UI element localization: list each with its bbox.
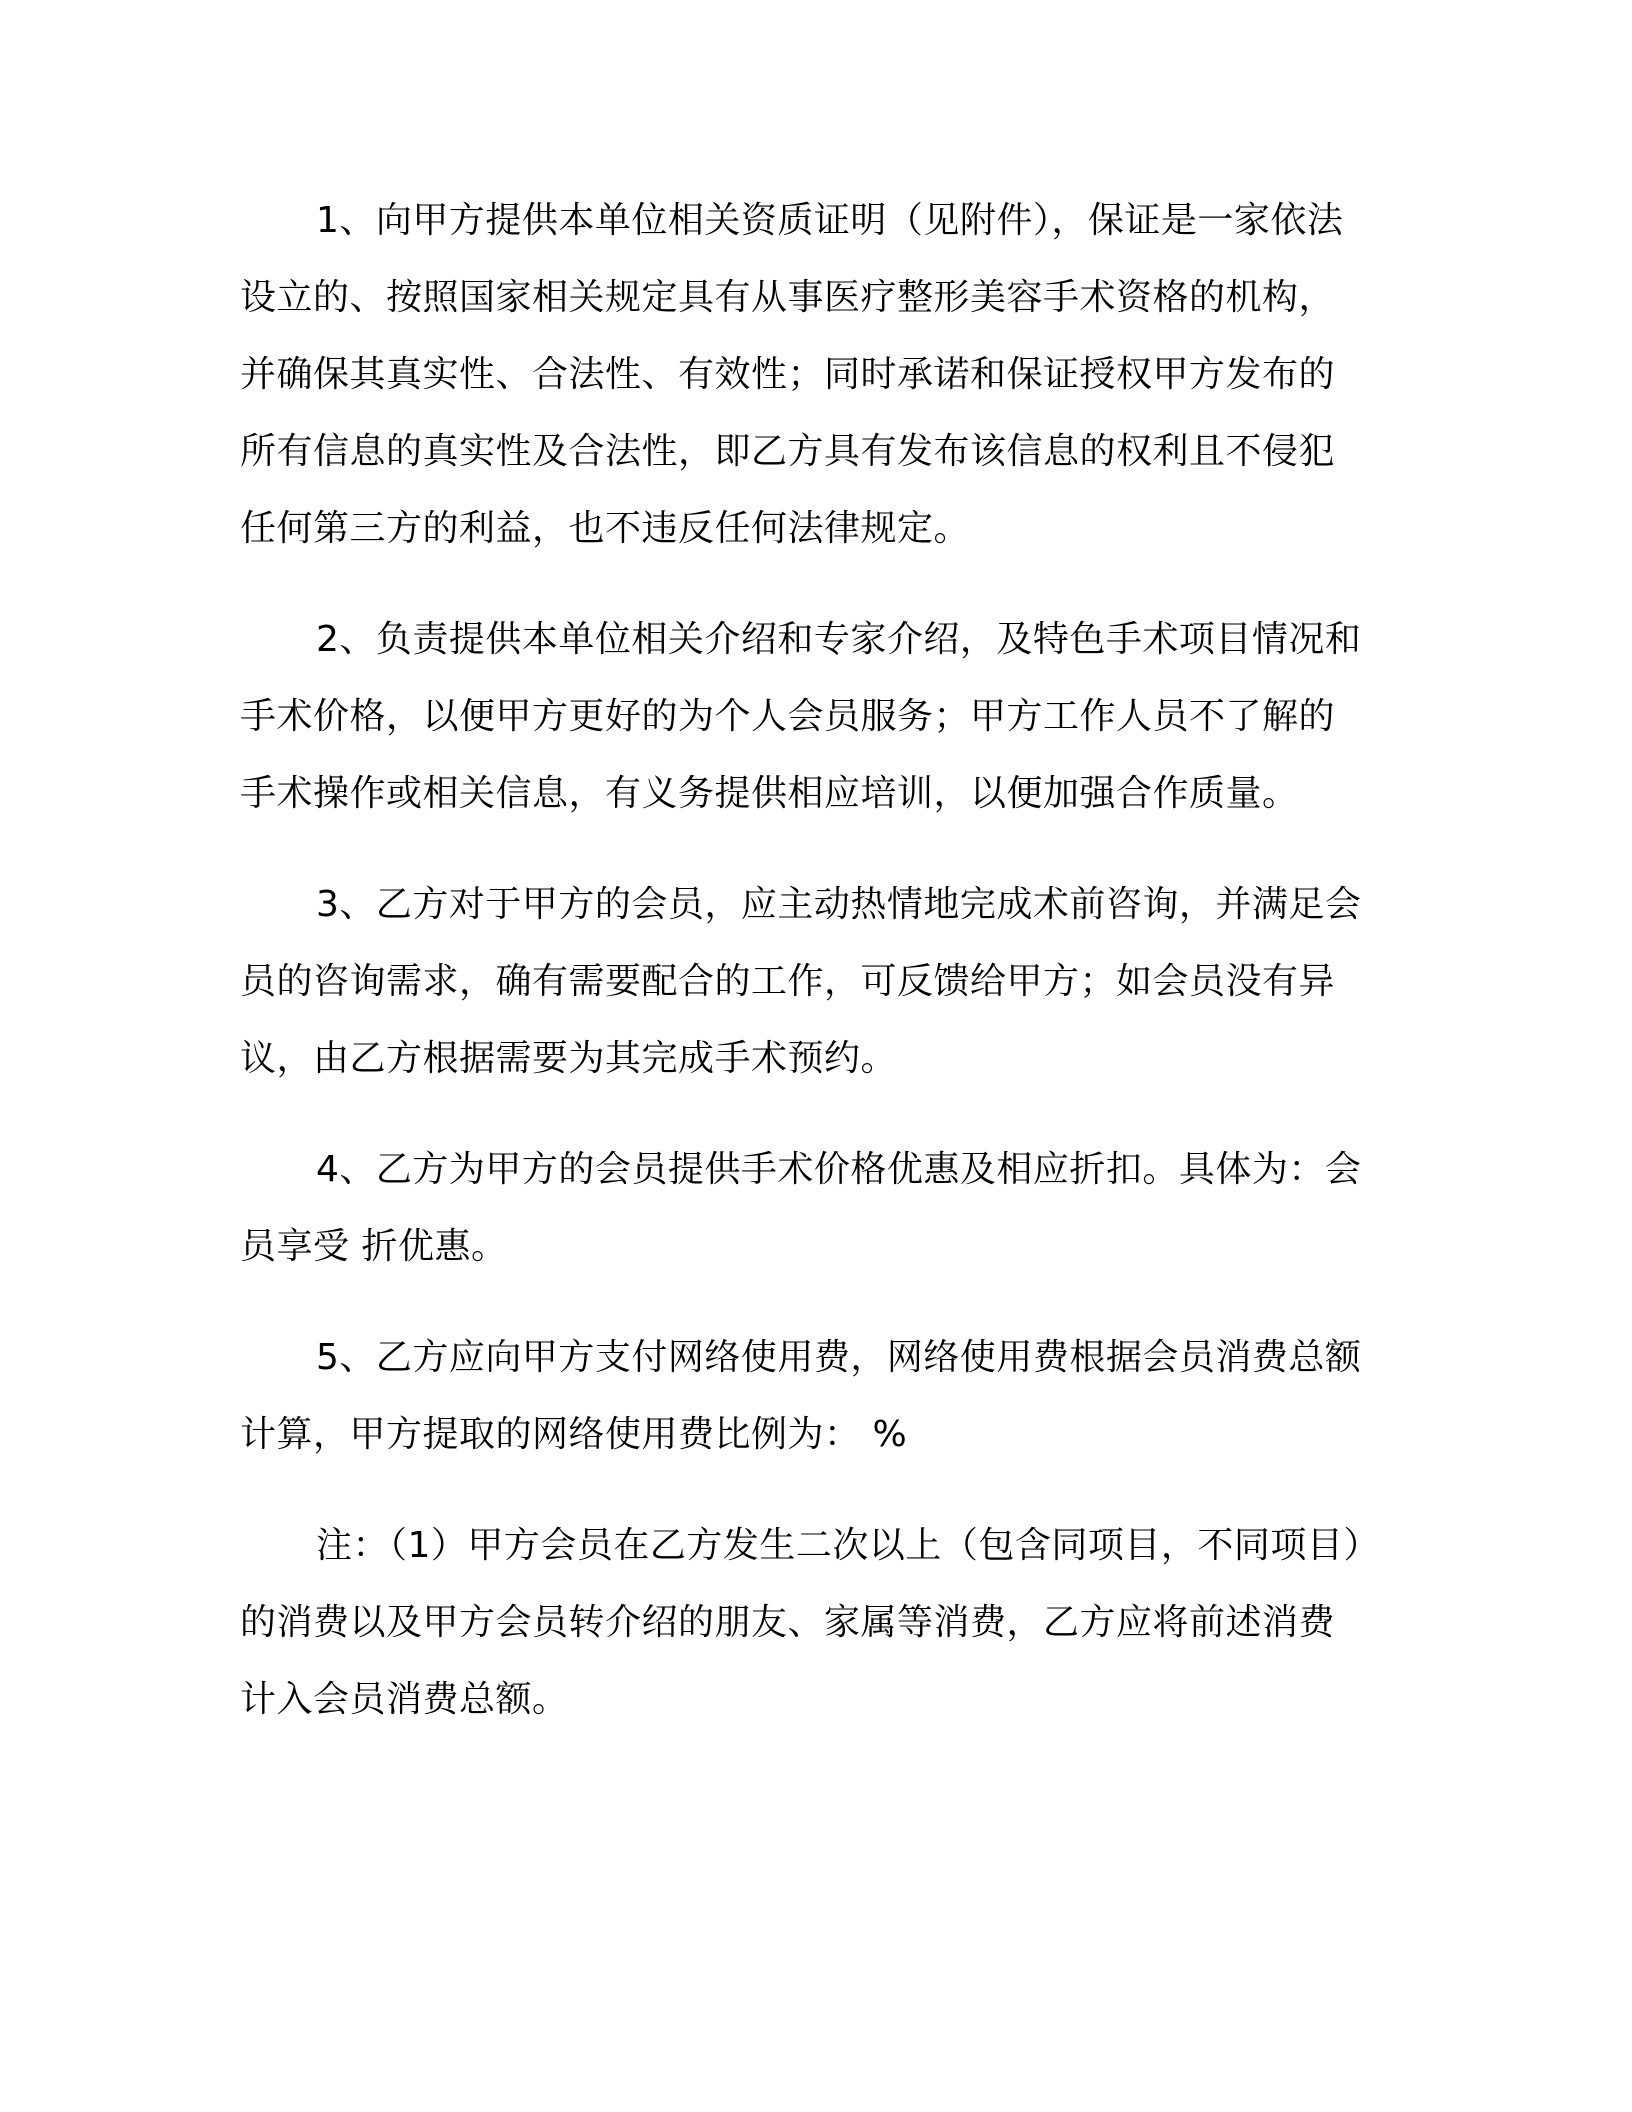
paragraph-line: 5、乙方应向甲方支付网络使用费，网络使用费根据会员消费总额 xyxy=(316,1337,1362,1378)
paragraph-line: 2、负责提供本单位相关介绍和专家介绍，及特色手术项目情况和 xyxy=(316,619,1362,660)
paragraph-line: 注：（1）甲方会员在乙方发生二次以上（包含同项目，不同项目） xyxy=(316,1525,1380,1566)
paragraph-line: 员的咨询需求，确有需要配合的工作，可反馈给甲方；如会员没有异 xyxy=(240,961,1336,1002)
paragraph-line: 员享受 折优惠。 xyxy=(240,1226,508,1267)
paragraph-note xyxy=(240,1507,1390,1738)
paragraph-line: 3、乙方对于甲方的会员，应主动热情地完成术前咨询，并满足会 xyxy=(316,884,1362,925)
paragraph-line: 4、乙方为甲方的会员提供手术价格优惠及相应折扣。具体为：会 xyxy=(316,1149,1362,1190)
paragraph-clause-4 xyxy=(240,1131,1390,1285)
document-body xyxy=(240,182,1390,1772)
paragraph-line: 手术价格，以便甲方更好的为个人会员服务；甲方工作人员不了解的 xyxy=(240,696,1336,737)
paragraph-line: 设立的、按照国家相关规定具有从事医疗整形美容手术资格的机构， xyxy=(240,277,1336,318)
paragraph-line: 计入会员消费总额。 xyxy=(240,1679,569,1720)
paragraph-line: 的消费以及甲方会员转介绍的朋友、家属等消费，乙方应将前述消费 xyxy=(240,1602,1336,1643)
paragraph-clause-1 xyxy=(240,182,1390,567)
paragraph-line: 任何第三方的利益，也不违反任何法律规定。 xyxy=(240,508,971,549)
paragraph-line: 并确保其真实性、合法性、有效性；同时承诺和保证授权甲方发布的 xyxy=(240,354,1336,395)
paragraph-clause-2 xyxy=(240,601,1390,832)
paragraph-line: 所有信息的真实性及合法性，即乙方具有发布该信息的权利且不侵犯 xyxy=(240,431,1336,472)
paragraph-line: 议，由乙方根据需要为其完成手术预约。 xyxy=(240,1038,898,1079)
paragraph-clause-3 xyxy=(240,866,1390,1097)
paragraph-clause-5 xyxy=(240,1319,1390,1473)
paragraph-line: 计算，甲方提取的网络使用费比例为： % xyxy=(240,1414,908,1455)
paragraph-line: 手术操作或相关信息，有义务提供相应培训，以便加强合作质量。 xyxy=(240,773,1299,814)
paragraph-line: 1、向甲方提供本单位相关资质证明（见附件），保证是一家依法 xyxy=(316,200,1344,241)
